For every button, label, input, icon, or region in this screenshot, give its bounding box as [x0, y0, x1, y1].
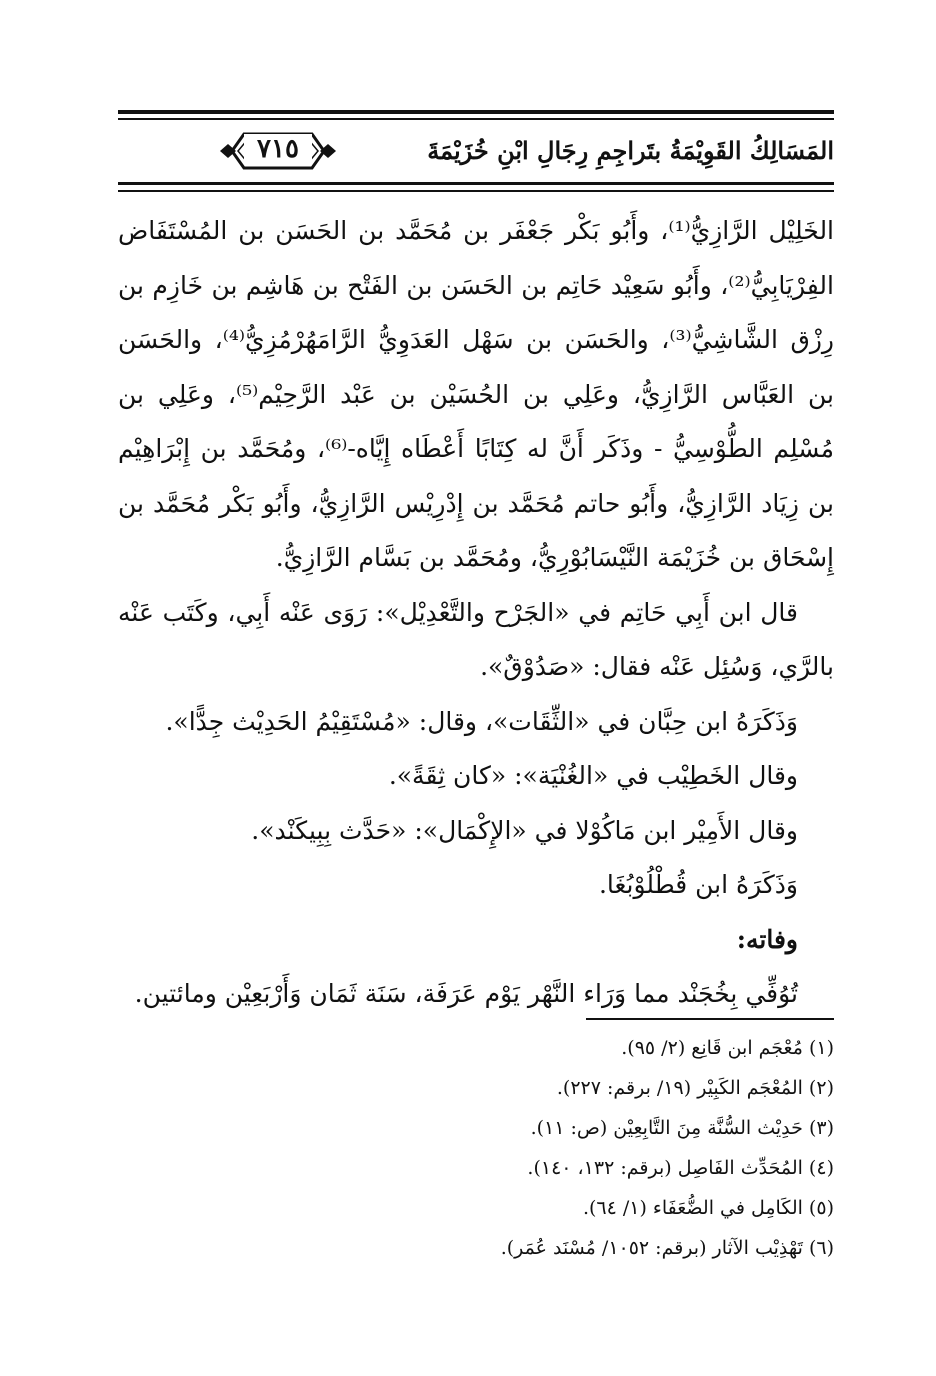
header-rule-bottom: [118, 182, 834, 185]
footnotes: [118, 1028, 834, 1268]
page-number: ٧١٥: [244, 134, 312, 164]
line-ibn-qutlubugha: وَذَكَرَهُ ابن قُطْلُوْبُغَا.: [598, 870, 798, 899]
footnote-separator: [586, 1018, 834, 1020]
header-rule-bottom-thin: [118, 190, 834, 192]
heading-death: وفاته:: [736, 924, 798, 954]
line-ibn-makula: وقال الأَمِيْر ابن مَاكُوْلا في «الإِكْمَال»: «حَدَّث بِبِيكَنْد».: [251, 815, 798, 845]
header-rule-top: [118, 110, 834, 114]
page-header: [118, 110, 834, 198]
footnote-6: (٦) تَهْذِيْب الآثار (برقم: ١٠٥٢/ مُسْنَد عُمَر).: [500, 1237, 834, 1259]
footnote-1: (١) مُعْجَم ابن قَانِع (٢/ ٩٥).: [621, 1037, 834, 1059]
running-title: المَسَالِكُ القَوِيْمَةُ بتَراجِمِ رِجَالِ ابْنِ خُزَيْمَةَ: [427, 136, 834, 165]
paragraph-ibn-abi-hatim: قال ابن أَبِي حَاتِم في «الجَرْح والتَّعْدِيْل»: رَوَى عَنْه أَبِي، وكَتَب عَنْه بالرَّي، وَسُئِل عَنْه فقال: «صَدُوْقٌ».: [118, 597, 834, 681]
paragraph-narrators: الخَلِيْل الرَّازِيُّ⁽¹⁾، وأَبُو بَكْر جَعْفَر بن مُحَمَّد بن الحَسَن بن المُسْتَفَاض الفِرْيَابِيُّ⁽²⁾، وأَبُو سَعِيْد حَاتِم بن الحَسَن بن الفَتْح بن هَاشِم بن خَازِم بن رِزْق الشَّاشِيُّ⁽³⁾، والحَسَن بن سَهْل العَدَوِيُّ الرَّامَهُرْمُزِيُّ⁽⁴⁾، والحَسَن بن العَبَّاس الرَّازِيُّ، وعَلِي بن الحُسَيْن بن عَبْد الرَّحِيْم⁽⁵⁾، وعَلِي بن مُسْلِم الطُّوْسِيُّ - وذَكَر أَنَّ له كِتَابًا أَعْطَاه إِيَّاه-⁽⁶⁾، ومُحَمَّد بن إِبْرَاهِيْم بن زِيَاد الرَّازِيُّ، وأَبُو حاتم مُحَمَّد بن إِدْرِيْس الرَّازِيُّ، وأَبُو بَكْر مُحَمَّد بن إِسْحَاق بن خُزَيْمَة النَّيْسَابُوْرِيُّ، ومُحَمَّد بن بَسَّام الرَّازِيُّ.: [118, 216, 835, 572]
footnote-2: (٢) المُعْجَم الكَبِيْر (١٩/ برقم: ٢٢٧).: [556, 1077, 834, 1099]
footnote-3: (٣) حَدِيْث السُّنَّة مِنَ التَّابِعِيْن (ص: ١١).: [530, 1117, 834, 1139]
page-number-ornament: [218, 126, 338, 176]
header-rule-top-thin: [118, 118, 834, 120]
line-khatib: وقال الخَطِيْب في «الغُنْيَة»: «كان ثِقَةً».: [388, 761, 798, 790]
line-ibn-hibban: وَذَكَرَهُ ابن حِبَّان في «الثِّقَات»، وقال: «مُسْتَقِيْمُ الحَدِيْث جِدًّا».: [165, 706, 798, 736]
footnote-5: (٥) الكَامِل في الضُّعَفَاء (١/ ٦٤).: [582, 1197, 834, 1219]
line-death: تُوُفِّي بِخُجَنْد مما وَرَاء النَّهْر يَوْم عَرَفَة، سَنَة ثَمَان وَأَرْبَعِيْن ومائتين.: [134, 979, 798, 1008]
footnote-4: (٤) المُحَدِّث الفَاصِل (برقم: ١٣٢، ١٤٠).: [527, 1157, 834, 1179]
main-text: [118, 204, 834, 1022]
